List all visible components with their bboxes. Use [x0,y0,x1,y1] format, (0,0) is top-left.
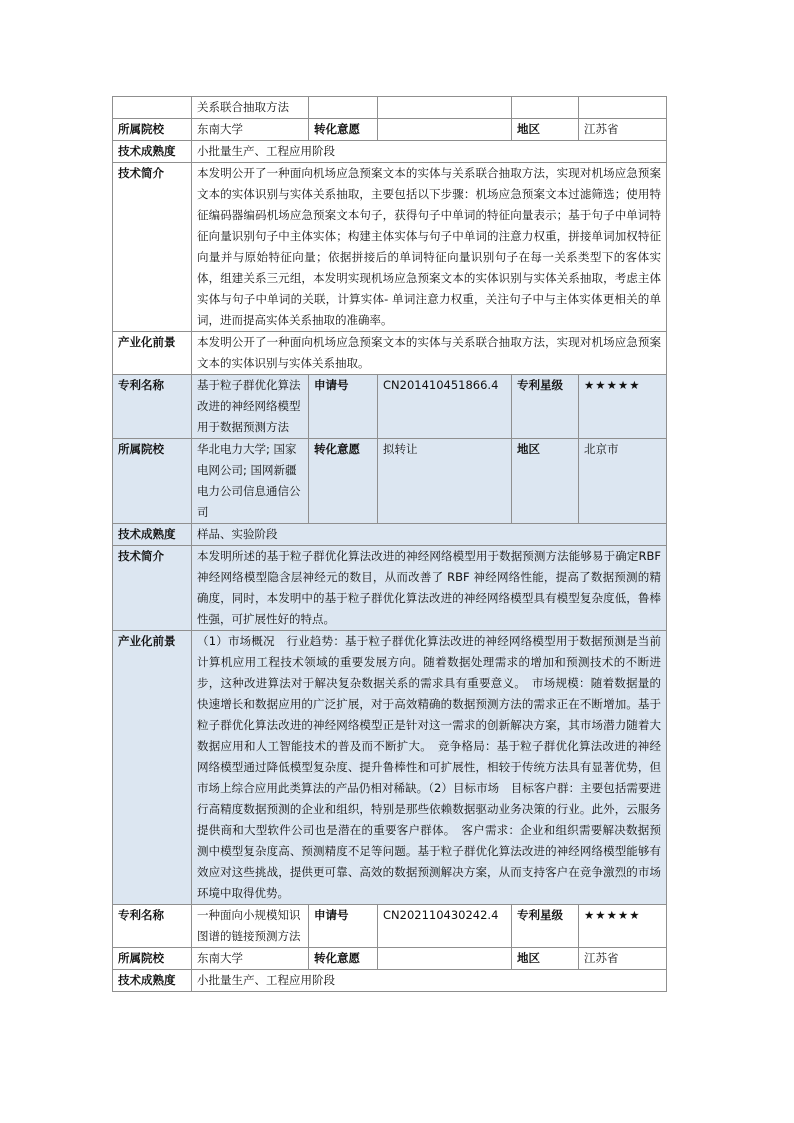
record1-summary-row [113,163,667,332]
record3-transfer-intent [378,948,512,970]
maturity-label: 技术成熟度 [113,141,192,163]
transfer-intent-label: 转化意愿 [309,948,378,970]
record1-maturity-row [113,141,667,163]
prospect-label: 产业化前景 [113,631,192,905]
record1-transfer-intent [378,119,512,141]
record2-prospect-row [113,631,667,905]
record1-maturity: 小批量生产、工程应用阶段 [192,141,667,163]
record3-rating: ★★★★★ [579,905,667,948]
maturity-label: 技术成熟度 [113,970,192,992]
region-label: 地区 [512,948,579,970]
record1-prospect-row [113,332,667,375]
record1-school: 东南大学 [192,119,309,141]
patent-table-page [112,96,666,992]
school-label: 所属院校 [113,119,192,141]
record2-summary-row [113,546,667,631]
transfer-intent-label: 转化意愿 [309,119,378,141]
record2-maturity-row [113,524,667,546]
patent-name-label: 专利名称 [113,375,192,439]
record2-name: 基于粒子群优化算法改进的神经网络模型用于数据预测方法 [192,375,309,439]
record3-region: 江苏省 [579,948,667,970]
record2-maturity: 样品、实验阶段 [192,524,667,546]
record1-name-row [113,97,667,119]
record3-school-row [113,948,667,970]
school-label: 所属院校 [113,948,192,970]
summary-label: 技术简介 [113,163,192,332]
record1-summary: 本发明公开了一种面向机场应急预案文本的实体与关系联合抽取方法，实现对机场应急预案文本的实体识别与实体关系抽取，主要包括以下步骤：机场应急预案文本过滤筛选；使用特征编码器编码机场应急预案文本句子，获得句子中单词的特征向量表示；基于句子中单词特征向量识别句子中主体实体；构建主体实体与句子中单词的注意力权重，拼接单词加权特征向量并与原始特征向量；依据拼接后的单词特征向量识别句子在每一关系类型下的客体实体，组建关系三元组，本发明实现机场应急预案文本的实体识别与实体关系抽取，考虑主体实体与句子中单词的关联，计算实体- 单词注意力权重，关注句子中与主体实体更相关的单词，进而提高实体关系抽取的准确率。 [192,163,667,332]
summary-label: 技术简介 [113,546,192,631]
application-no-label: 申请号 [309,905,378,948]
record1-name: 关系联合抽取方法 [192,97,309,119]
prospect-label: 产业化前景 [113,332,192,375]
record3-maturity: 小批量生产、工程应用阶段 [192,970,667,992]
record2-prospect: （1）市场概况 行业趋势：基于粒子群优化算法改进的神经网络模型用于数据预测是当前计算机应用工程技术领域的重要发展方向。随着数据处理需求的增加和预测技术的不断进步，这种改进算法对于解决复杂数据关系的需求具有重要意义。 市场规模：随着数据量的快速增长和数据应用的广泛扩展，对于高效精确的数据预测方法的需求正在不断增加。基于粒子群优化算法改进的神经网络模型正是针对这一需求的创新解决方案，其市场潜力随着大数据应用和人工智能技术的普及而不断扩大。 竞争格局：基于粒子群优化算法改进的神经网络模型通过降低模型复杂度、提升鲁棒性和可扩展性，相较于传统方法具有显著优势，但市场上综合应用此类算法的产品仍相对稀缺。（2）目标市场 目标客户群：主要包括需要进行高精度数据预测的企业和组织，特别是那些依赖数据驱动业务决策的行业。此外，云服务提供商和大型软件公司也是潜在的重要客户群体。 客户需求：企业和组织需要解决数据预测中模型复杂度高、预测精度不足等问题。基于粒子群优化算法改进的神经网络模型能够有效应对这些挑战，提供更可靠、高效的数据预测解决方案，从而支持客户在竞争激烈的市场环境中取得优势。 [192,631,667,905]
record3-name: 一种面向小规模知识图谱的链接预测方法 [192,905,309,948]
record3-application-no: CN202110430242.4 [378,905,512,948]
application-no-label: 申请号 [309,375,378,439]
record2-summary: 本发明所述的基于粒子群优化算法改进的神经网络模型用于数据预测方法能够易于确定RBF 神经网络模型隐含层神经元的数目，从而改善了 RBF 神经网络性能，提高了数据预测的精确度，同时，本发明中的基于粒子群优化算法改进的神经网络模型具有模型复杂度低，鲁棒性强，可扩展性好的特点。 [192,546,667,631]
record2-transfer-intent: 拟转让 [378,439,512,524]
school-label: 所属院校 [113,439,192,524]
record3-name-row [113,905,667,948]
record2-school-row [113,439,667,524]
transfer-intent-label: 转化意愿 [309,439,378,524]
record2-application-no: CN201410451866.4 [378,375,512,439]
record2-school: 华北电力大学; 国家电网公司; 国网新疆电力公司信息通信公司 [192,439,309,524]
patent-name-label: 专利名称 [113,905,192,948]
patent-rating-label: 专利星级 [512,375,579,439]
patent-table [112,96,667,992]
record1-prospect: 本发明公开了一种面向机场应急预案文本的实体与关系联合抽取方法，实现对机场应急预案文本的实体识别与实体关系抽取。 [192,332,667,375]
record2-region: 北京市 [579,439,667,524]
record1-school-row [113,119,667,141]
record3-maturity-row [113,970,667,992]
record3-school: 东南大学 [192,948,309,970]
record2-name-row [113,375,667,439]
maturity-label: 技术成熟度 [113,524,192,546]
region-label: 地区 [512,119,579,141]
patent-rating-label: 专利星级 [512,905,579,948]
record1-name-label-cell [113,97,192,119]
region-label: 地区 [512,439,579,524]
record2-rating: ★★★★★ [579,375,667,439]
record1-region: 江苏省 [579,119,667,141]
